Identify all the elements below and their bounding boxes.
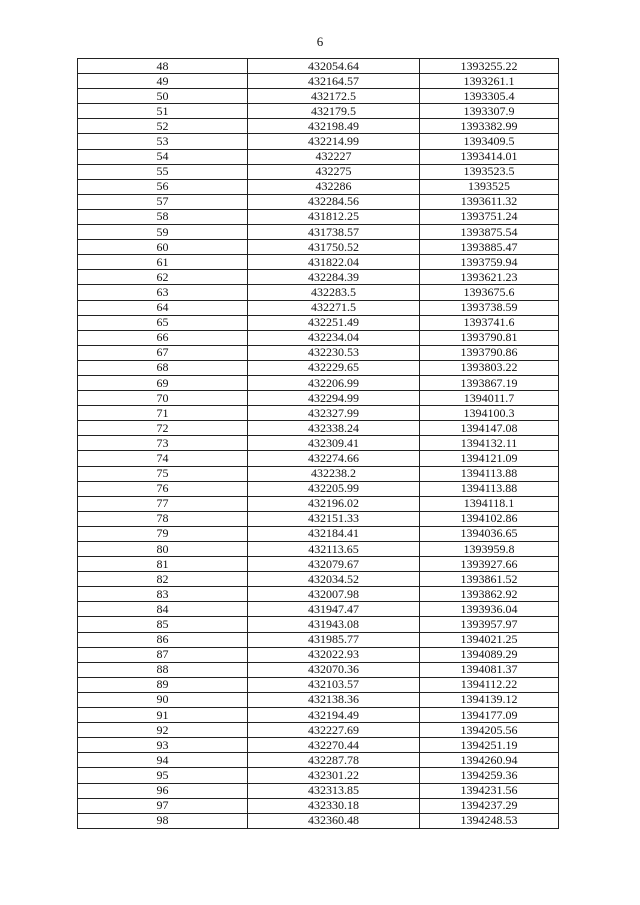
x-coordinate-cell: 432251.49	[248, 315, 420, 330]
y-coordinate-cell: 1393885.47	[420, 240, 559, 255]
x-coordinate-cell: 432287.78	[248, 753, 420, 768]
y-coordinate-cell: 1393414.01	[420, 149, 559, 164]
table-row	[78, 406, 559, 421]
y-coordinate-cell: 1393675.6	[420, 285, 559, 300]
y-coordinate-cell: 1394231.56	[420, 783, 559, 798]
table-row	[78, 194, 559, 209]
point-number-cell: 96	[78, 783, 248, 798]
y-coordinate-cell: 1393759.94	[420, 255, 559, 270]
point-number-cell: 93	[78, 738, 248, 753]
x-coordinate-cell: 432330.18	[248, 798, 420, 813]
point-number-cell: 66	[78, 330, 248, 345]
point-number-cell: 52	[78, 119, 248, 134]
x-coordinate-cell: 432238.2	[248, 466, 420, 481]
table-row	[78, 89, 559, 104]
point-number-cell: 67	[78, 345, 248, 360]
point-number-cell: 85	[78, 617, 248, 632]
point-number-cell: 74	[78, 451, 248, 466]
x-coordinate-cell: 432313.85	[248, 783, 420, 798]
x-coordinate-cell: 432205.99	[248, 481, 420, 496]
point-number-cell: 58	[78, 209, 248, 224]
point-number-cell: 90	[78, 692, 248, 707]
point-number-cell: 94	[78, 753, 248, 768]
table-row	[78, 768, 559, 783]
y-coordinate-cell: 1394113.88	[420, 466, 559, 481]
y-coordinate-cell: 1394100.3	[420, 406, 559, 421]
point-number-cell: 86	[78, 632, 248, 647]
point-number-cell: 56	[78, 179, 248, 194]
x-coordinate-cell: 432079.67	[248, 557, 420, 572]
y-coordinate-cell: 1393751.24	[420, 209, 559, 224]
y-coordinate-cell: 1394021.25	[420, 632, 559, 647]
point-number-cell: 91	[78, 708, 248, 723]
table-row	[78, 496, 559, 511]
point-number-cell: 80	[78, 542, 248, 557]
x-coordinate-cell: 432103.57	[248, 677, 420, 692]
x-coordinate-cell: 432275	[248, 164, 420, 179]
table-row	[78, 602, 559, 617]
table-row	[78, 511, 559, 526]
table-row	[78, 360, 559, 375]
y-coordinate-cell: 1393790.86	[420, 345, 559, 360]
point-number-cell: 71	[78, 406, 248, 421]
x-coordinate-cell: 432283.5	[248, 285, 420, 300]
y-coordinate-cell: 1393927.66	[420, 557, 559, 572]
y-coordinate-cell: 1393738.59	[420, 300, 559, 315]
table-row	[78, 179, 559, 194]
point-number-cell: 88	[78, 662, 248, 677]
y-coordinate-cell: 1394147.08	[420, 421, 559, 436]
x-coordinate-cell: 432184.41	[248, 526, 420, 541]
point-number-cell: 59	[78, 225, 248, 240]
x-coordinate-cell: 432164.57	[248, 74, 420, 89]
table-row	[78, 753, 559, 768]
point-number-cell: 62	[78, 270, 248, 285]
y-coordinate-cell: 1394260.94	[420, 753, 559, 768]
y-coordinate-cell: 1394205.56	[420, 723, 559, 738]
table-row	[78, 330, 559, 345]
point-number-cell: 61	[78, 255, 248, 270]
table-row	[78, 134, 559, 149]
table-row	[78, 345, 559, 360]
x-coordinate-cell: 431985.77	[248, 632, 420, 647]
table-row	[78, 557, 559, 572]
table-row	[78, 300, 559, 315]
y-coordinate-cell: 1394139.12	[420, 692, 559, 707]
x-coordinate-cell: 432198.49	[248, 119, 420, 134]
x-coordinate-cell: 432179.5	[248, 104, 420, 119]
table-row	[78, 315, 559, 330]
point-number-cell: 83	[78, 587, 248, 602]
table-row	[78, 164, 559, 179]
y-coordinate-cell: 1393862.92	[420, 587, 559, 602]
point-number-cell: 73	[78, 436, 248, 451]
y-coordinate-cell: 1394118.1	[420, 496, 559, 511]
x-coordinate-cell: 431947.47	[248, 602, 420, 617]
x-coordinate-cell: 431738.57	[248, 225, 420, 240]
point-number-cell: 69	[78, 375, 248, 390]
y-coordinate-cell: 1393861.52	[420, 572, 559, 587]
table-row	[78, 783, 559, 798]
point-number-cell: 55	[78, 164, 248, 179]
coordinates-table-body	[78, 59, 559, 829]
x-coordinate-cell: 432007.98	[248, 587, 420, 602]
point-number-cell: 49	[78, 74, 248, 89]
y-coordinate-cell: 1393409.5	[420, 134, 559, 149]
x-coordinate-cell: 432138.36	[248, 692, 420, 707]
y-coordinate-cell: 1394251.19	[420, 738, 559, 753]
y-coordinate-cell: 1393959.8	[420, 542, 559, 557]
page-number: 6	[316, 34, 324, 49]
table-row	[78, 481, 559, 496]
point-number-cell: 54	[78, 149, 248, 164]
point-number-cell: 48	[78, 59, 248, 74]
x-coordinate-cell: 432196.02	[248, 496, 420, 511]
table-row	[78, 391, 559, 406]
x-coordinate-cell: 432327.99	[248, 406, 420, 421]
x-coordinate-cell: 432284.56	[248, 194, 420, 209]
point-number-cell: 92	[78, 723, 248, 738]
table-row	[78, 632, 559, 647]
y-coordinate-cell: 1393523.5	[420, 164, 559, 179]
y-coordinate-cell: 1394011.7	[420, 391, 559, 406]
table-row	[78, 421, 559, 436]
x-coordinate-cell: 432151.33	[248, 511, 420, 526]
y-coordinate-cell: 1394102.86	[420, 511, 559, 526]
y-coordinate-cell: 1393875.54	[420, 225, 559, 240]
x-coordinate-cell: 431812.25	[248, 209, 420, 224]
point-number-cell: 81	[78, 557, 248, 572]
table-row	[78, 255, 559, 270]
table-row	[78, 451, 559, 466]
point-number-cell: 72	[78, 421, 248, 436]
table-row	[78, 104, 559, 119]
point-number-cell: 65	[78, 315, 248, 330]
y-coordinate-cell: 1393261.1	[420, 74, 559, 89]
point-number-cell: 82	[78, 572, 248, 587]
table-row	[78, 723, 559, 738]
table-row	[78, 692, 559, 707]
table-row	[78, 798, 559, 813]
table-row	[78, 436, 559, 451]
table-row	[78, 270, 559, 285]
table-row	[78, 149, 559, 164]
y-coordinate-cell: 1393741.6	[420, 315, 559, 330]
y-coordinate-cell: 1394248.53	[420, 813, 559, 828]
x-coordinate-cell: 431822.04	[248, 255, 420, 270]
x-coordinate-cell: 432309.41	[248, 436, 420, 451]
table-row	[78, 285, 559, 300]
point-number-cell: 87	[78, 647, 248, 662]
x-coordinate-cell: 432286	[248, 179, 420, 194]
y-coordinate-cell: 1394121.09	[420, 451, 559, 466]
x-coordinate-cell: 432022.93	[248, 647, 420, 662]
x-coordinate-cell: 432206.99	[248, 375, 420, 390]
coordinates-table	[77, 58, 559, 829]
table-row	[78, 240, 559, 255]
x-coordinate-cell: 432229.65	[248, 360, 420, 375]
table-row	[78, 119, 559, 134]
x-coordinate-cell: 432054.64	[248, 59, 420, 74]
table-row	[78, 209, 559, 224]
x-coordinate-cell: 432214.99	[248, 134, 420, 149]
y-coordinate-cell: 1394113.88	[420, 481, 559, 496]
x-coordinate-cell: 432301.22	[248, 768, 420, 783]
point-number-cell: 79	[78, 526, 248, 541]
x-coordinate-cell: 432270.44	[248, 738, 420, 753]
table-row	[78, 708, 559, 723]
y-coordinate-cell: 1394132.11	[420, 436, 559, 451]
x-coordinate-cell: 432271.5	[248, 300, 420, 315]
x-coordinate-cell: 432172.5	[248, 89, 420, 104]
table-row	[78, 662, 559, 677]
y-coordinate-cell: 1393790.81	[420, 330, 559, 345]
x-coordinate-cell: 432338.24	[248, 421, 420, 436]
table-row	[78, 587, 559, 602]
x-coordinate-cell: 431750.52	[248, 240, 420, 255]
point-number-cell: 51	[78, 104, 248, 119]
y-coordinate-cell: 1393867.19	[420, 375, 559, 390]
point-number-cell: 95	[78, 768, 248, 783]
y-coordinate-cell: 1394237.29	[420, 798, 559, 813]
point-number-cell: 89	[78, 677, 248, 692]
y-coordinate-cell: 1393957.97	[420, 617, 559, 632]
table-row	[78, 677, 559, 692]
point-number-cell: 77	[78, 496, 248, 511]
x-coordinate-cell: 432227	[248, 149, 420, 164]
y-coordinate-cell: 1394036.65	[420, 526, 559, 541]
y-coordinate-cell: 1394177.09	[420, 708, 559, 723]
x-coordinate-cell: 432284.39	[248, 270, 420, 285]
point-number-cell: 68	[78, 360, 248, 375]
x-coordinate-cell: 432113.65	[248, 542, 420, 557]
table-row	[78, 59, 559, 74]
point-number-cell: 98	[78, 813, 248, 828]
table-row	[78, 375, 559, 390]
x-coordinate-cell: 432070.36	[248, 662, 420, 677]
table-row	[78, 647, 559, 662]
x-coordinate-cell: 432360.48	[248, 813, 420, 828]
y-coordinate-cell: 1394259.36	[420, 768, 559, 783]
point-number-cell: 50	[78, 89, 248, 104]
x-coordinate-cell: 432194.49	[248, 708, 420, 723]
y-coordinate-cell: 1394112.22	[420, 677, 559, 692]
y-coordinate-cell: 1393936.04	[420, 602, 559, 617]
table-row	[78, 813, 559, 828]
table-row	[78, 225, 559, 240]
point-number-cell: 64	[78, 300, 248, 315]
point-number-cell: 76	[78, 481, 248, 496]
table-row	[78, 74, 559, 89]
x-coordinate-cell: 432234.04	[248, 330, 420, 345]
point-number-cell: 63	[78, 285, 248, 300]
point-number-cell: 60	[78, 240, 248, 255]
y-coordinate-cell: 1393307.9	[420, 104, 559, 119]
table-row	[78, 617, 559, 632]
point-number-cell: 57	[78, 194, 248, 209]
point-number-cell: 97	[78, 798, 248, 813]
point-number-cell: 53	[78, 134, 248, 149]
table-row	[78, 572, 559, 587]
point-number-cell: 78	[78, 511, 248, 526]
y-coordinate-cell: 1393305.4	[420, 89, 559, 104]
point-number-cell: 84	[78, 602, 248, 617]
y-coordinate-cell: 1393621.23	[420, 270, 559, 285]
y-coordinate-cell: 1394089.29	[420, 647, 559, 662]
x-coordinate-cell: 432230.53	[248, 345, 420, 360]
y-coordinate-cell: 1393525	[420, 179, 559, 194]
y-coordinate-cell: 1393803.22	[420, 360, 559, 375]
point-number-cell: 75	[78, 466, 248, 481]
y-coordinate-cell: 1393255.22	[420, 59, 559, 74]
x-coordinate-cell: 431943.08	[248, 617, 420, 632]
y-coordinate-cell: 1394081.37	[420, 662, 559, 677]
point-number-cell: 70	[78, 391, 248, 406]
table-row	[78, 738, 559, 753]
x-coordinate-cell: 432274.66	[248, 451, 420, 466]
x-coordinate-cell: 432294.99	[248, 391, 420, 406]
x-coordinate-cell: 432227.69	[248, 723, 420, 738]
table-row	[78, 466, 559, 481]
table-row	[78, 542, 559, 557]
table-row	[78, 526, 559, 541]
x-coordinate-cell: 432034.52	[248, 572, 420, 587]
y-coordinate-cell: 1393382.99	[420, 119, 559, 134]
y-coordinate-cell: 1393611.32	[420, 194, 559, 209]
